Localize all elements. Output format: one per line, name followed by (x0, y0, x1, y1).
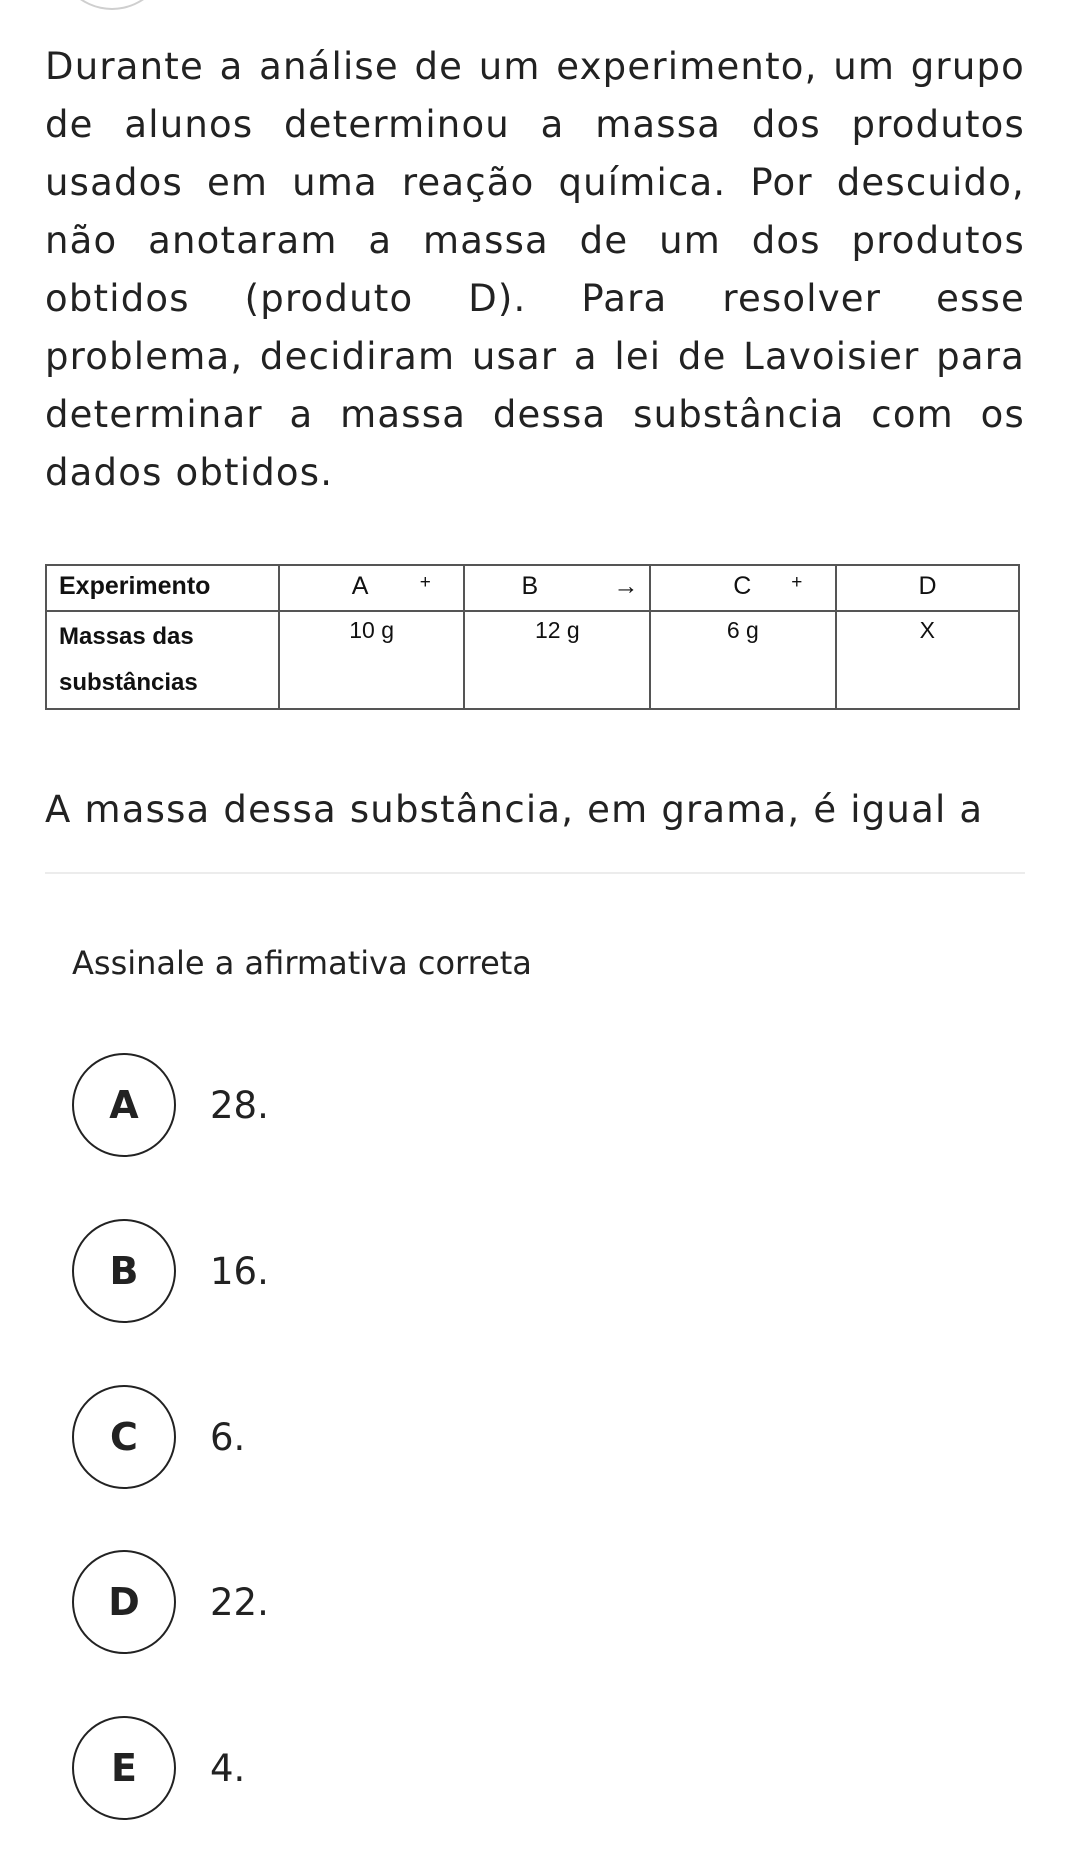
option-c[interactable] (72, 1382, 972, 1492)
option-b[interactable] (72, 1216, 972, 1326)
option-letter-circle[interactable]: C (72, 1385, 176, 1489)
species-b: B (521, 572, 539, 600)
mass-c (650, 611, 835, 709)
option-text: 16. (210, 1249, 269, 1293)
mass-a-value: 10 g (349, 617, 394, 643)
mass-d-value: X (919, 617, 935, 643)
option-text: 6. (210, 1415, 246, 1459)
species-c: C (733, 572, 752, 600)
option-text: 4. (210, 1746, 246, 1790)
option-letter-circle[interactable]: D (72, 1550, 176, 1654)
table-mass-row (46, 611, 1019, 709)
mass-b-value: 12 g (534, 617, 580, 643)
species-cell-b (464, 565, 650, 611)
option-d[interactable] (72, 1547, 972, 1657)
species-d: D (918, 572, 937, 600)
experiment-table (45, 564, 1020, 710)
plus-sign: + (419, 572, 431, 593)
table-header-row (46, 565, 1019, 611)
option-letter-circle[interactable]: B (72, 1219, 176, 1323)
experiment-header-label: Experimento (46, 565, 279, 611)
mass-d (836, 611, 1020, 709)
instruction-text: Assinale a afirmativa correta (72, 944, 532, 982)
mass-row-label: Massas das substâncias (46, 611, 279, 709)
option-text: 22. (210, 1580, 269, 1624)
mass-c-value: 6 g (726, 617, 759, 643)
species-cell-c (650, 565, 835, 611)
option-e[interactable] (72, 1713, 972, 1823)
option-letter-circle[interactable]: A (72, 1053, 176, 1157)
species-cell-a (279, 565, 465, 611)
question-text: Durante a análise de um experimento, um grupo de alunos determinou a massa dos produtos usados em uma reação química. Por descuido, não anotaram a massa de um dos produtos obtidos (produto D). Para resolver esse problema, decidiram usar a lei de Lavoisier para determinar a massa dessa substância com os dados obtidos. (45, 45, 1025, 494)
option-a[interactable] (72, 1050, 972, 1160)
option-letter-circle[interactable]: E (72, 1716, 176, 1820)
reaction-arrow: → (613, 572, 639, 600)
question-stem: A massa dessa substância, em grama, é igual a (45, 788, 984, 831)
divider (45, 872, 1025, 874)
plus-sign: + (791, 572, 803, 593)
previous-option-circle-fragment (52, 0, 172, 10)
species-a: A (351, 572, 369, 600)
species-cell-d (836, 565, 1020, 611)
option-text: 28. (210, 1083, 269, 1127)
mass-b (464, 611, 650, 709)
mass-a (279, 611, 465, 709)
